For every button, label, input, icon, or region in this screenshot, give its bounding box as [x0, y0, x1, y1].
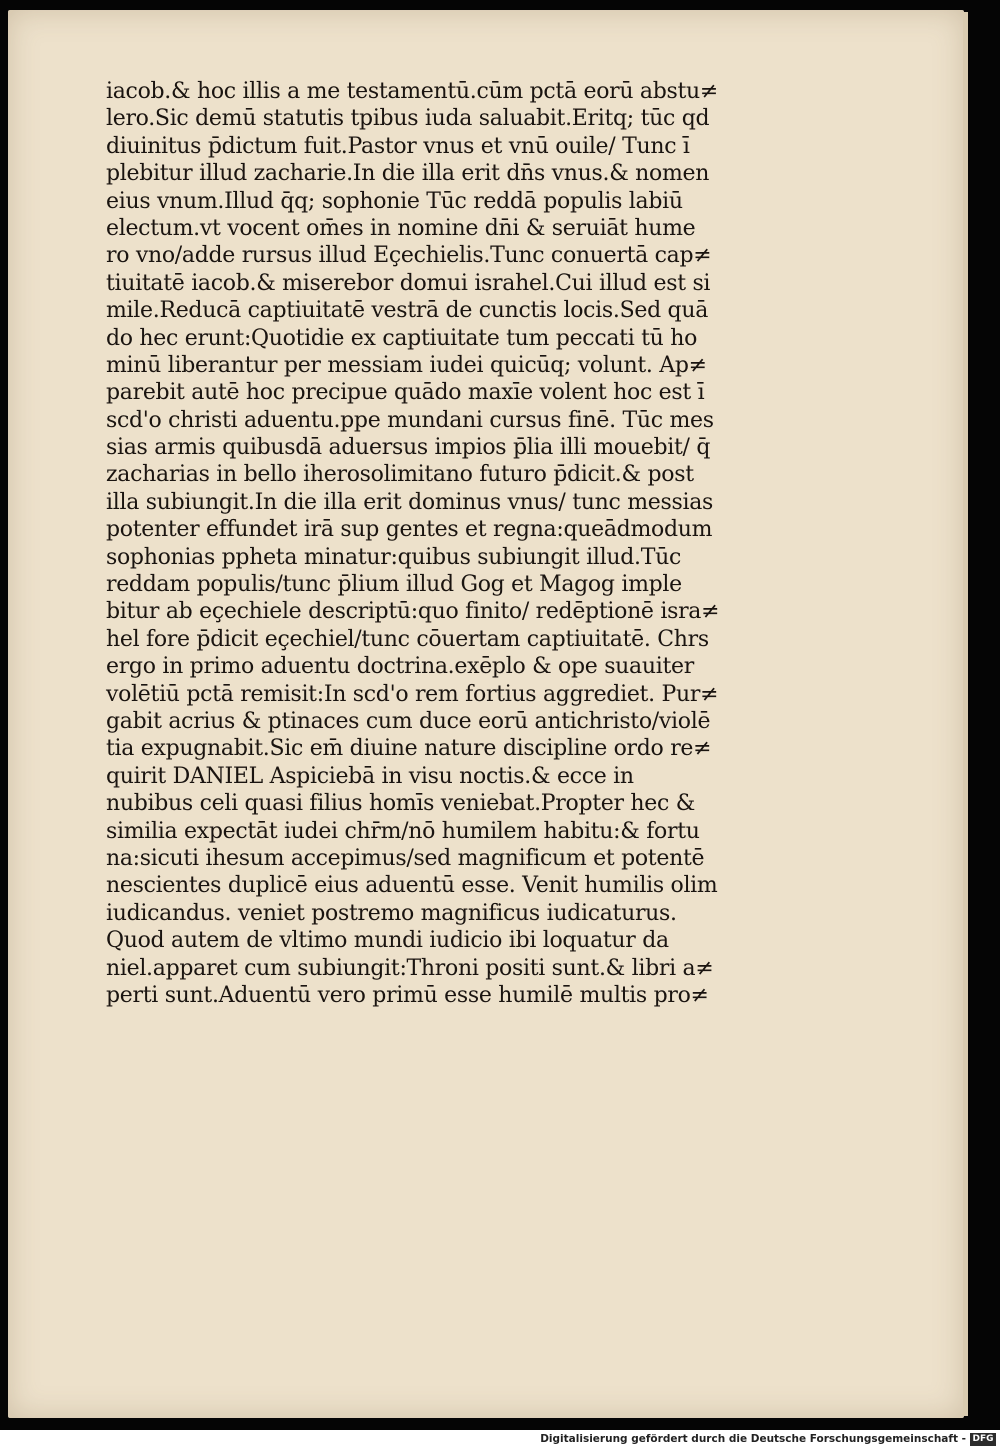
text-line: niel.apparet cum subiungit:Throni positi sunt.& libri a≠: [106, 955, 714, 981]
text-line: zacharias in bello iherosolimitano futuro p̄dicit.& post: [106, 462, 694, 488]
text-line: lero.Sic demū statutis tpibus iuda saluabit.Eritq; tūc qd: [106, 106, 710, 132]
text-line: tiuitatē iacob.& miserebor domui israhel.Cui illud est si: [106, 270, 711, 296]
text-line: do hec erunt:Quotidie ex captiuitate tum peccati tū ho: [106, 325, 698, 351]
text-line: na:sicuti ihesum accepimus/sed magnificum et potentē: [106, 845, 705, 871]
text-line: tia expugnabit.Sic em̄ diuine nature discipline ordo re≠: [106, 736, 712, 762]
text-line: gabit acrius & ptinaces cum duce eorū antichristo/violē: [106, 708, 711, 734]
text-line: illa subiungit.In die illa erit dominus vnus/ tunc messias: [106, 489, 714, 515]
text-line: iacob.& hoc illis a me testamentū.cūm pctā eorū abstu≠: [106, 79, 719, 104]
dfg-logo: DFG: [970, 1433, 996, 1446]
text-line: minū liberantur per messiam iudei quicūq; volunt. Ap≠: [106, 352, 707, 378]
footer-bar: [0, 1430, 1000, 1450]
text-line: sophonias ppheta minatur:quibus subiungit illud.Tūc: [106, 544, 681, 570]
text-line: perti sunt.Aduentū vero primū esse humilē multis pro≠: [106, 982, 709, 1008]
text-line: parebit autē hoc precipue quādo maxīe volent hoc est ī: [106, 380, 705, 406]
page-edge: [963, 12, 968, 1416]
text-line: bitur ab eçechiele descriptū:quo finito/ redēptionē isra≠: [106, 599, 720, 625]
text-line: diuinitus p̄dictum fuit.Pastor vnus et vnū ouile/ Tunc ī: [106, 133, 690, 159]
text-line: mile.Reducā captiuitatē vestrā de cunctis locis.Sed quā: [106, 298, 709, 324]
text-line: iudicandus. veniet postremo magnificus iudicaturus.: [106, 900, 677, 926]
text-line: electum.vt vocent om̄es in nomine dn̄i & seruiāt hume: [106, 215, 696, 241]
text-block: [106, 78, 786, 1009]
text-line: nescientes duplicē eius aduentū esse. Venit humilis olim: [106, 873, 718, 899]
text-line: potenter effundet irā sup gentes et regna:queādmodum: [106, 517, 713, 543]
text-line: sias armis quibusdā aduersus impios p̄lia illi mouebit/ q̄: [106, 435, 711, 461]
text-line: similia expectāt iudei chr̄m/nō humilem habitu:& fortu: [106, 818, 700, 844]
text-line: eius vnum.Illud q̄q; sophonie Tūc reddā populis labiū: [106, 188, 683, 214]
text-line: reddam populis/tunc p̄lium illud Gog et Magog imple: [106, 572, 682, 598]
funding-credit: Digitalisierung gefördert durch die Deutsche Forschungsgemeinschaft -: [540, 1433, 966, 1445]
text-line: scd'o christi aduentu.ppe mundani cursus finē. Tūc mes: [106, 407, 714, 433]
text-line: ergo in primo aduentu doctrina.exēplo & ope suauiter: [106, 654, 694, 680]
text-line: ro vno/adde rursus illud Eçechielis.Tunc conuertā cap≠: [106, 243, 712, 269]
text-line: quirit DANIEL Aspiciebā in visu noctis.& ecce in: [106, 763, 634, 789]
text-line: Quod autem de vltimo mundi iudicio ibi loquatur da: [106, 928, 669, 954]
text-line: volētiū pctā remisit:In scd'o rem fortius aggrediet. Pur≠: [106, 681, 719, 707]
text-line: nubibus celi quasi filius homīs veniebat.Propter hec &: [106, 791, 695, 817]
text-line: hel fore p̄dicit eçechiel/tunc cōuertam captiuitatē. Chrs: [106, 626, 709, 652]
text-line: plebitur illud zacharie.In die illa erit dn̄s vnus.& nomen: [106, 161, 710, 187]
